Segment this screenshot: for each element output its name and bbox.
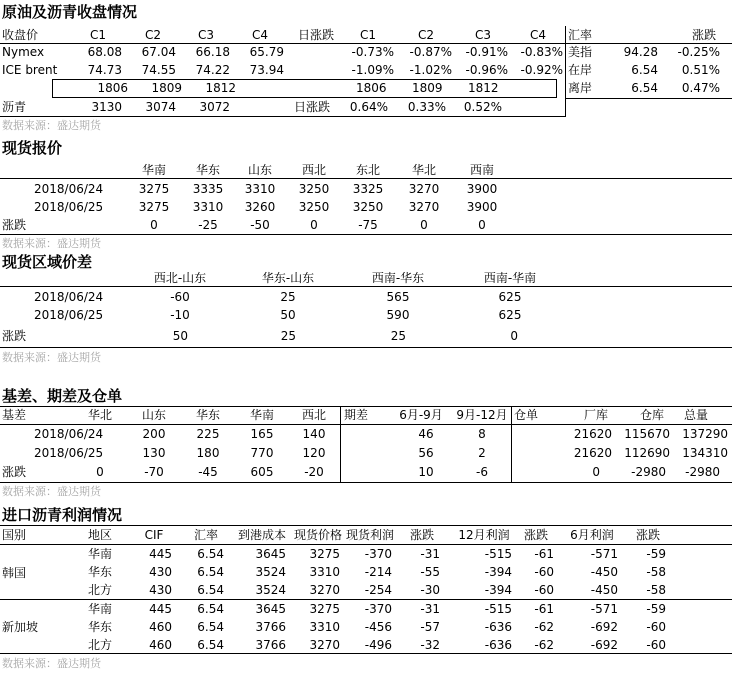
source-note: 数据来源：盛达期货 [2, 485, 101, 498]
cell: 130 [142, 446, 166, 460]
cell: -370 [364, 547, 392, 561]
section-title: 原油及沥青收盘情况 [2, 3, 138, 21]
divider-warrant [511, 406, 512, 483]
header-pct-c4: C4 [530, 28, 547, 42]
cell: 0 [96, 465, 104, 479]
cell: 3270 [408, 182, 440, 196]
cell: -32 [420, 638, 440, 652]
fx-change-onshore: 0.51% [681, 63, 720, 77]
header-top-rule [0, 525, 732, 526]
section-title: 现货报价 [2, 139, 63, 157]
cell: 3275 [309, 602, 340, 616]
source-note: 数据来源：盛达期货 [2, 657, 101, 670]
cell: 6.54 [197, 638, 224, 652]
col-jun-profit: 6月利润 [570, 528, 614, 542]
cell: 112690 [624, 446, 670, 460]
header-c2: C2 [145, 28, 162, 42]
cell: 3766 [255, 620, 286, 634]
cell: 25 [390, 329, 406, 343]
cell: -60 [646, 620, 666, 634]
col-spot-price: 现货价格 [293, 528, 342, 542]
cell: -62 [534, 620, 554, 634]
cell: -31 [420, 602, 440, 616]
cell: 3645 [255, 547, 286, 561]
cell: -75 [358, 218, 378, 232]
region-label: 华东 [88, 565, 113, 579]
cell: 3325 [352, 182, 384, 196]
fx-value-onshore: 6.54 [631, 63, 658, 77]
cell: -45 [198, 465, 218, 479]
cell: 6.54 [197, 547, 224, 561]
asphalt-pct-c1: 0.64% [349, 100, 388, 114]
col-south: 华南 [141, 163, 166, 177]
cell: -57 [420, 620, 440, 634]
cell: 3524 [255, 583, 286, 597]
row-label-asphalt: 沥青 [2, 100, 27, 114]
cell: -70 [144, 465, 164, 479]
cell: 56 [418, 446, 434, 460]
fx-bottom-rule [565, 98, 732, 99]
header-pct-c3: C3 [475, 28, 492, 42]
cell: 225 [196, 427, 220, 441]
cell: -2980 [685, 465, 720, 479]
pct-month-1: 1806 [356, 81, 387, 95]
cell: 0 [420, 218, 428, 232]
col-region: 地区 [88, 528, 113, 542]
cell: 21620 [573, 427, 612, 441]
cell: 590 [386, 308, 410, 322]
brent-pct-c2: -1.02% [409, 63, 452, 77]
cell: -61 [534, 602, 554, 616]
cell: -450 [590, 583, 618, 597]
col-change: 涨跌 [635, 528, 660, 542]
col-northeast: 东北 [355, 163, 380, 177]
cell: 2 [478, 446, 486, 460]
change-label: 涨跌 [2, 218, 27, 232]
date-row-1: 2018/06/24 [34, 427, 104, 441]
brent-c2: 74.55 [141, 63, 176, 77]
brent-pct-c1: -1.09% [351, 63, 394, 77]
cell: 25 [280, 329, 296, 343]
col-shandong: 山东 [247, 163, 272, 177]
nymex-pct-c3: -0.91% [465, 45, 508, 59]
cell: -30 [420, 583, 440, 597]
cell: 3335 [192, 182, 224, 196]
col-spread: 9月-12月 [456, 408, 508, 422]
cell: 6.54 [197, 565, 224, 579]
col-spread-3: 西南-华东 [371, 271, 425, 285]
month-box-right [556, 79, 557, 98]
col-spread: 6月-9月 [399, 408, 443, 422]
date-row-1: 2018/06/24 [34, 182, 104, 196]
fx-value-usd: 94.28 [623, 45, 658, 59]
brent-pct-c4: -0.92% [520, 63, 563, 77]
col-spread-4: 西南-华南 [483, 271, 537, 285]
cell: 180 [196, 446, 220, 460]
col-change: 涨跌 [523, 528, 548, 542]
source-note: 数据来源：盛达期货 [2, 351, 101, 364]
cell: 3900 [466, 182, 498, 196]
country-korea: 韩国 [2, 566, 27, 580]
cell: 0 [510, 329, 518, 343]
fx-name-offshore: 离岸 [568, 81, 593, 95]
cell: 3310 [309, 565, 340, 579]
header-c3: C3 [198, 28, 215, 42]
col-basis: 华北 [87, 408, 112, 422]
header-rule [0, 424, 732, 425]
source-note: 数据来源：盛达期货 [2, 119, 101, 132]
fx-name-usd: 美指 [568, 45, 593, 59]
nymex-c1: 68.08 [87, 45, 122, 59]
divider-spread [340, 406, 341, 483]
header-change: 日涨跌 [298, 28, 335, 42]
cell: 25 [280, 290, 296, 304]
spread-label: 期差 [344, 408, 369, 422]
cell: -515 [484, 547, 512, 561]
cell: 445 [149, 602, 172, 616]
header-c4: C4 [252, 28, 269, 42]
region-label: 华南 [88, 547, 113, 561]
cell: -25 [198, 218, 218, 232]
region-label: 华东 [88, 620, 113, 634]
header-label: 收盘价 [2, 28, 39, 42]
cell: 3250 [298, 182, 330, 196]
cell: -60 [534, 565, 554, 579]
cell: 137290 [682, 427, 728, 441]
region-label: 北方 [88, 583, 113, 597]
cell: 625 [498, 290, 522, 304]
cell: -450 [590, 565, 618, 579]
cell: -515 [484, 602, 512, 616]
header-c1: C1 [90, 28, 107, 42]
cell: 430 [149, 583, 172, 597]
cell: -456 [364, 620, 392, 634]
cell: 3645 [255, 602, 286, 616]
col-basis: 华东 [195, 408, 220, 422]
month-3: 1812 [205, 81, 236, 95]
col-spread-2: 华东-山东 [261, 271, 315, 285]
cell: -496 [364, 638, 392, 652]
nymex-c3: 66.18 [195, 45, 230, 59]
cell: 200 [142, 427, 166, 441]
col-spread-1: 西北-山东 [153, 271, 207, 285]
col-basis: 华南 [249, 408, 274, 422]
cell: 0 [150, 218, 158, 232]
cell: 3270 [408, 200, 440, 214]
cell: 0 [592, 465, 600, 479]
asphalt-c3: 3072 [199, 100, 230, 114]
cell: -20 [304, 465, 324, 479]
cell: 10 [418, 465, 434, 479]
cell: -60 [646, 638, 666, 652]
fx-change-offshore: 0.47% [681, 81, 720, 95]
header-fx: 汇率 [568, 28, 593, 42]
date-row-1: 2018/06/24 [34, 290, 104, 304]
col-warrant: 厂库 [583, 408, 608, 422]
cell: 3310 [192, 200, 224, 214]
header-pct-c2: C2 [418, 28, 435, 42]
fx-divider [565, 26, 566, 116]
asphalt-c1: 3130 [91, 100, 122, 114]
cell: 3260 [244, 200, 276, 214]
col-fx: 汇率 [193, 528, 218, 542]
cell: 140 [302, 427, 326, 441]
cell: -62 [534, 638, 554, 652]
col-change: 涨跌 [409, 528, 434, 542]
cell: -6 [476, 465, 488, 479]
cell: 120 [302, 446, 326, 460]
country-singapore: 新加坡 [2, 620, 39, 634]
brent-c4: 73.94 [249, 63, 284, 77]
cell: 625 [498, 308, 522, 322]
brent-c1: 74.73 [87, 63, 122, 77]
cell: 3270 [309, 638, 340, 652]
cell: 6.54 [197, 620, 224, 634]
asphalt-pct-c3: 0.52% [463, 100, 502, 114]
header-pct-c1: C1 [360, 28, 377, 42]
cell: 3270 [309, 583, 340, 597]
cell: -60 [170, 290, 190, 304]
warrant-label: 仓单 [514, 408, 539, 422]
cell: 115670 [624, 427, 670, 441]
col-northwest: 西北 [301, 163, 326, 177]
cell: -58 [646, 583, 666, 597]
section-bottom-rule [0, 482, 732, 483]
cell: -58 [646, 565, 666, 579]
row-label-brent: ICE brent [2, 63, 58, 77]
fx-name-onshore: 在岸 [568, 63, 593, 77]
source-note: 数据来源：盛达期货 [2, 237, 101, 250]
row-label-nymex: Nymex [2, 45, 45, 59]
date-row-2: 2018/06/25 [34, 446, 104, 460]
cell: 6.54 [197, 583, 224, 597]
asphalt-change-label: 日涨跌 [294, 100, 331, 114]
cell: -60 [534, 583, 554, 597]
cell: -214 [364, 565, 392, 579]
header-rule [0, 286, 732, 287]
section-bottom-rule [0, 234, 732, 235]
cell: 0 [310, 218, 318, 232]
section-title: 进口沥青利润情况 [2, 506, 123, 524]
change-label: 涨跌 [2, 465, 27, 479]
change-label: 涨跌 [2, 329, 27, 343]
cell: 3275 [138, 200, 170, 214]
cell: -692 [590, 620, 618, 634]
month-2: 1809 [151, 81, 182, 95]
cell: -636 [484, 638, 512, 652]
cell: 770 [250, 446, 274, 460]
cell: 3250 [298, 200, 330, 214]
cell: 50 [280, 308, 296, 322]
section-title: 基差、期差及仓单 [2, 387, 123, 405]
cell: 565 [386, 290, 410, 304]
nymex-pct-c1: -0.73% [351, 45, 394, 59]
col-dec-profit: 12月利润 [458, 528, 510, 542]
section-bottom-rule [0, 653, 732, 654]
col-warrant: 总量 [683, 408, 708, 422]
cell: 46 [418, 427, 434, 441]
col-basis: 西北 [301, 408, 326, 422]
section-title: 现货区域价差 [2, 253, 93, 271]
month-box-left [52, 79, 53, 98]
cell: -636 [484, 620, 512, 634]
col-basis: 山东 [141, 408, 166, 422]
cell: 605 [250, 465, 274, 479]
col-southwest: 西南 [469, 163, 494, 177]
header-rule [0, 178, 732, 179]
region-label: 华南 [88, 602, 113, 616]
col-landed-cost: 到港成本 [237, 528, 286, 542]
cell: 6.54 [197, 602, 224, 616]
col-cif: CIF [144, 528, 164, 542]
date-row-2: 2018/06/25 [34, 308, 104, 322]
col-north: 华北 [411, 163, 436, 177]
cell: -31 [420, 547, 440, 561]
cell: 3310 [244, 182, 276, 196]
section-bottom-rule [0, 347, 732, 348]
basis-label: 基差 [2, 408, 27, 422]
cell: -10 [170, 308, 190, 322]
cell: 134310 [682, 446, 728, 460]
col-country: 国别 [2, 528, 27, 542]
asphalt-pct-c2: 0.33% [407, 100, 446, 114]
cell: -571 [590, 547, 618, 561]
nymex-c2: 67.04 [141, 45, 176, 59]
cell: -55 [420, 565, 440, 579]
brent-c3: 74.22 [195, 63, 230, 77]
asphalt-c2: 3074 [145, 100, 176, 114]
nymex-c4: 65.79 [249, 45, 284, 59]
cell: 3900 [466, 200, 498, 214]
cell: 165 [250, 427, 274, 441]
cell: 445 [149, 547, 172, 561]
date-row-2: 2018/06/25 [34, 200, 104, 214]
cell: 3524 [255, 565, 286, 579]
col-spot-profit: 现货利润 [345, 528, 394, 542]
cell: 8 [478, 427, 486, 441]
group-rule [0, 599, 732, 600]
pct-month-3: 1812 [468, 81, 499, 95]
cell: 3250 [352, 200, 384, 214]
cell: -59 [646, 602, 666, 616]
cell: -61 [534, 547, 554, 561]
region-label: 北方 [88, 638, 113, 652]
cell: 3310 [309, 620, 340, 634]
cell: 3766 [255, 638, 286, 652]
col-east: 华东 [195, 163, 220, 177]
header-fx-change: 涨跌 [692, 28, 717, 42]
cell: -692 [590, 638, 618, 652]
cell: 3275 [138, 182, 170, 196]
col-warrant: 仓库 [639, 408, 664, 422]
nymex-pct-c2: -0.87% [409, 45, 452, 59]
cell: -370 [364, 602, 392, 616]
cell: 430 [149, 565, 172, 579]
cell: -571 [590, 602, 618, 616]
header-rule [0, 544, 732, 545]
fx-value-offshore: 6.54 [631, 81, 658, 95]
cell: 21620 [573, 446, 612, 460]
month-box-bottom [52, 97, 557, 98]
cell: -394 [484, 583, 512, 597]
cell: -394 [484, 565, 512, 579]
nymex-pct-c4: -0.83% [520, 45, 563, 59]
cell: -50 [250, 218, 270, 232]
cell: -254 [364, 583, 392, 597]
cell: -59 [646, 547, 666, 561]
cell: 3275 [309, 547, 340, 561]
cell: -2980 [631, 465, 666, 479]
cell: 0 [478, 218, 486, 232]
fx-change-usd: -0.25% [677, 45, 720, 59]
pct-month-2: 1809 [412, 81, 443, 95]
brent-pct-c3: -0.96% [465, 63, 508, 77]
cell: 460 [149, 638, 172, 652]
cell: 460 [149, 620, 172, 634]
cell: 50 [172, 329, 188, 343]
month-1: 1806 [97, 81, 128, 95]
